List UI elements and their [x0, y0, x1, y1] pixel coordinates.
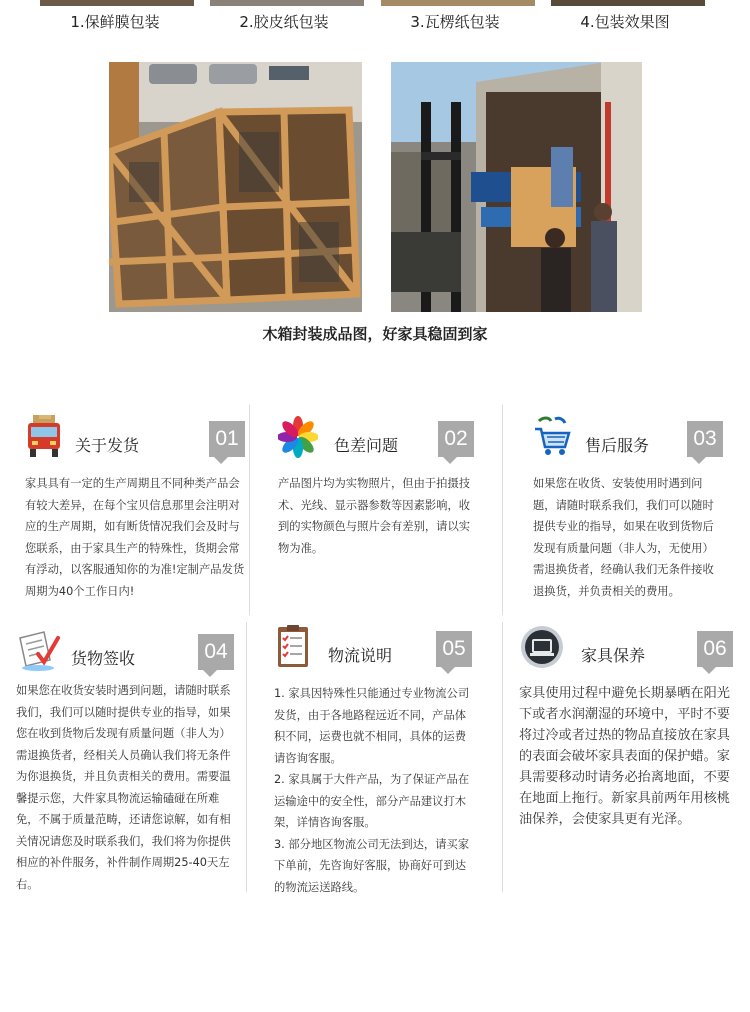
- card-title-receipt: 货物签收: [71, 649, 136, 668]
- card-paragraph: 3. 部分地区物流公司无法到达，请买家下单前，先咨询好客服，协商好可到达的物流运送路线。: [274, 837, 470, 894]
- card-number-badge: 05: [436, 631, 472, 667]
- card-number-badge: 02: [438, 421, 474, 457]
- packaging-photo-plastic-wrap: [40, 0, 194, 6]
- card-paragraph: 如果您在收货安装时遇到问题，请随时联系我们，我们可以随时提供专业的指导，如果您在收到货物后发现有质量问题（非人为）需退换货者，经相关人员确认我们将无条件为你退换货，并且负责相关的费用。需要温馨提示您，大件家具物流运输磕碰在所难免，不属于质量范畴，还请您谅解，如有相关情况请您及时联系我们，我们将为你提供相应的补件服务，补件制作周期25-40天左右。: [16, 684, 231, 891]
- card-number-badge: 01: [209, 421, 245, 457]
- card-title-maintenance: 家具保养: [581, 646, 646, 665]
- packaging-label-1: 1.保鲜膜包装: [70, 13, 160, 31]
- card-number-badge: 06: [697, 631, 733, 667]
- card-text-after-sales: [533, 473, 723, 602]
- card-paragraph: 家具具有一定的生产周期且不同种类产品会有较大差异，在每个宝贝信息那里会注明对应的生产周期，如有断货情况我们会及时与您联系，由于家具生产的特殊性，货期会常有浮动，以客服通知你的为准!定制产品发货周期为40个工作日内!: [25, 477, 245, 598]
- packaging-photo-corrugated: [381, 0, 535, 6]
- wooden-crate-photo: [109, 62, 362, 312]
- packaging-label-3: 3.瓦楞纸包装: [410, 13, 500, 31]
- color-palette-icon: [278, 415, 318, 459]
- column-divider: [249, 405, 250, 615]
- packaging-photo-result: [551, 0, 705, 6]
- card-number-badge: 04: [198, 634, 234, 670]
- card-paragraph: 产品图片均为实物照片，但由于拍摄技术、光线、显示器参数等因素影响，收到的实物颜色与照片会有差别，请以实物为准。: [278, 477, 471, 555]
- card-text-receipt: [16, 680, 238, 895]
- packaging-photo-rubber-paper: [210, 0, 364, 6]
- card-number-badge: 03: [687, 421, 723, 457]
- info-card-maintenance: [519, 625, 733, 830]
- shopping-cart-icon: [533, 415, 573, 459]
- delivery-truck-icon: [25, 415, 65, 459]
- furniture-care-icon: [519, 625, 565, 669]
- card-text-color: [278, 473, 474, 559]
- card-paragraph: 2. 家具属于大件产品，为了保证产品在运输途中的安全性，部分产品建议打木架，详情咨询客服。: [274, 773, 470, 829]
- truck-loading-photo: [391, 62, 642, 312]
- column-divider: [502, 622, 503, 892]
- info-card-after-sales: [533, 415, 723, 602]
- card-title-shipping: 关于发货: [75, 436, 140, 455]
- packaging-label-2: 2.胶皮纸包装: [239, 13, 329, 31]
- card-text-maintenance: [519, 683, 733, 830]
- info-card-receipt: [16, 628, 238, 895]
- column-divider: [246, 622, 247, 892]
- card-text-logistics: [274, 683, 472, 898]
- card-title-logistics: 物流说明: [328, 646, 393, 665]
- info-card-logistics: [274, 625, 472, 898]
- crate-photo-caption: 木箱封装成品图，好家具稳固到家: [262, 325, 488, 343]
- card-paragraph: 如果您在收货、安装使用时遇到问题，请随时联系我们，我们可以随时提供专业的指导，如果在收到货物后发现有质量问题（非人为，无使用）需退换货者，经确认我们无条件接收退换货，并负责相关的费用。: [533, 477, 714, 598]
- card-paragraph: 1. 家具因特殊性只能通过专业物流公司发货，由于各地路程远近不同，产品体积不同，运费也就不相同，具体的运费请咨询客服。: [274, 687, 470, 765]
- info-card-shipping: [25, 415, 245, 602]
- column-divider: [502, 405, 503, 615]
- card-paragraph: 家具使用过程中避免长期暴晒在阳光下或者水润潮湿的环境中，平时不要将过冷或者过热的物品直接放在家具的表面会破坏家具表面的保护蜡。家具需要移动时请务必抬离地面，不要在地面上拖行。新家具前两年用核桃油保养，会使家具更有光泽。: [519, 686, 730, 827]
- sign-document-icon: [16, 628, 56, 672]
- clipboard-icon: [274, 625, 314, 669]
- card-text-shipping: [25, 473, 245, 602]
- info-card-color: [278, 415, 474, 559]
- packaging-label-4: 4.包装效果图: [580, 13, 670, 31]
- card-title-after-sales: 售后服务: [585, 436, 650, 455]
- card-title-color: 色差问题: [334, 436, 399, 455]
